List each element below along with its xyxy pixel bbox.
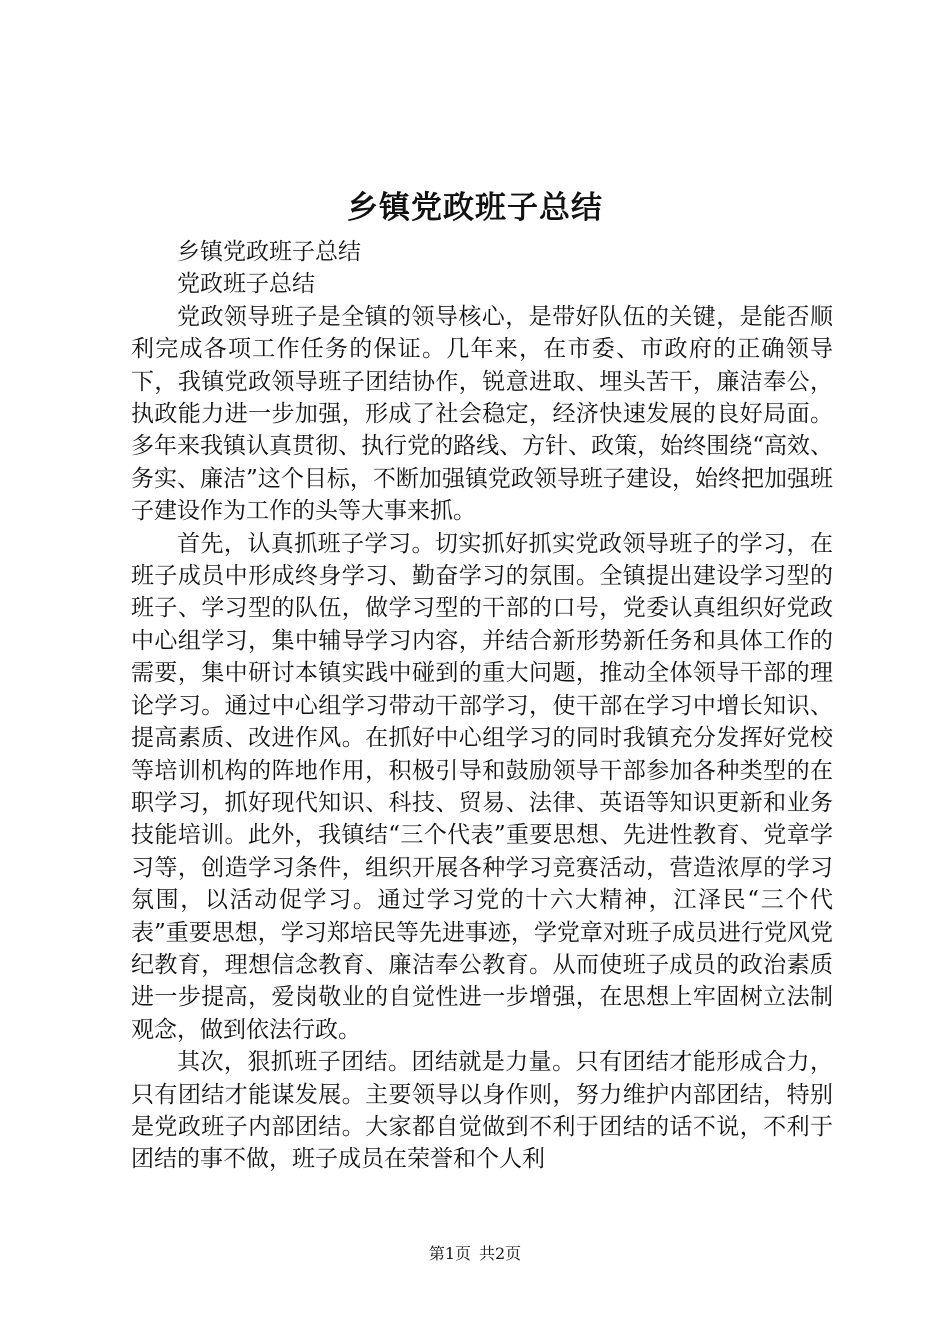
body-paragraph: 其次，狠抓班子团结。团结就是力量。只有团结才能形成合力，只有团结才能谋发展。主要领导以身作则，努力维护内部团结，特别是党政班子内部团结。大家都自觉做到不利于团结的话不说，不利于团结的事不做，班子成员在荣誉和个人利 [131, 1049, 833, 1173]
body-paragraph: 首先，认真抓班子学习。切实抓好抓实党政领导班子的学习，在班子成员中形成终身学习、勤奋学习的氛围。全镇提出建设学习型的班子、学习型的队伍，做学习型的干部的口号，党委认真组织好党政中心组学习，集中辅导学习内容，并结合新形势新任务和具体工作的需要，集中研讨本镇实践中碰到的重大问题，推动全体领导干部的理论学习。通过中心组学习带动干部学习，使干部在学习中增长知识、提高素质、改进作风。在抓好中心组学习的同时我镇充分发挥好党校等培训机构的阵地作用，积极引导和鼓励领导干部参加各种类型的在职学习，抓好现代知识、科技、贸易、法律、英语等知识更新和业务技能培训。此外，我镇结“三个代表”重要思想、先进性教育、党章学习等，创造学习条件，组织开展各种学习竞赛活动，营造浓厚的学习氛围，以活动促学习。通过学习党的十六大精神，江泽民“三个代表”重要思想，学习郑培民等先进事迹，学党章对班子成员进行党风党纪教育，理想信念教育、廉洁奉公教育。从而使班子成员的政治素质进一步提高，爱岗敬业的自觉性进一步增强，在思想上牢固树立法制观念，做到依法行政。 [131, 530, 833, 1043]
page-number: 第1页 [428, 1244, 471, 1263]
document-body [131, 236, 833, 1176]
page-total: 共2页 [479, 1244, 522, 1263]
body-paragraph: 党政领导班子是全镇的领导核心，是带好队伍的关键，是能否顺利完成各项工作任务的保证。几年来，在市委、市政府的正确领导下，我镇党政领导班子团结协作，锐意进取、埋头苦干，廉洁奉公，执政能力进一步加强，形成了社会稳定，经济快速发展的良好局面。多年来我镇认真贯彻、执行党的路线、方针、政策，始终围绕“高效、务实、廉洁”这个目标，不断加强镇党政领导班子建设，始终把加强班子建设作为工作的头等大事来抓。 [131, 303, 833, 525]
document-title: 乡镇党政班子总结 [347, 190, 603, 226]
body-paragraph: 党政班子总结 [177, 271, 315, 298]
body-paragraph: 乡镇党政班子总结 [177, 239, 361, 265]
page-footer [0, 1243, 950, 1265]
